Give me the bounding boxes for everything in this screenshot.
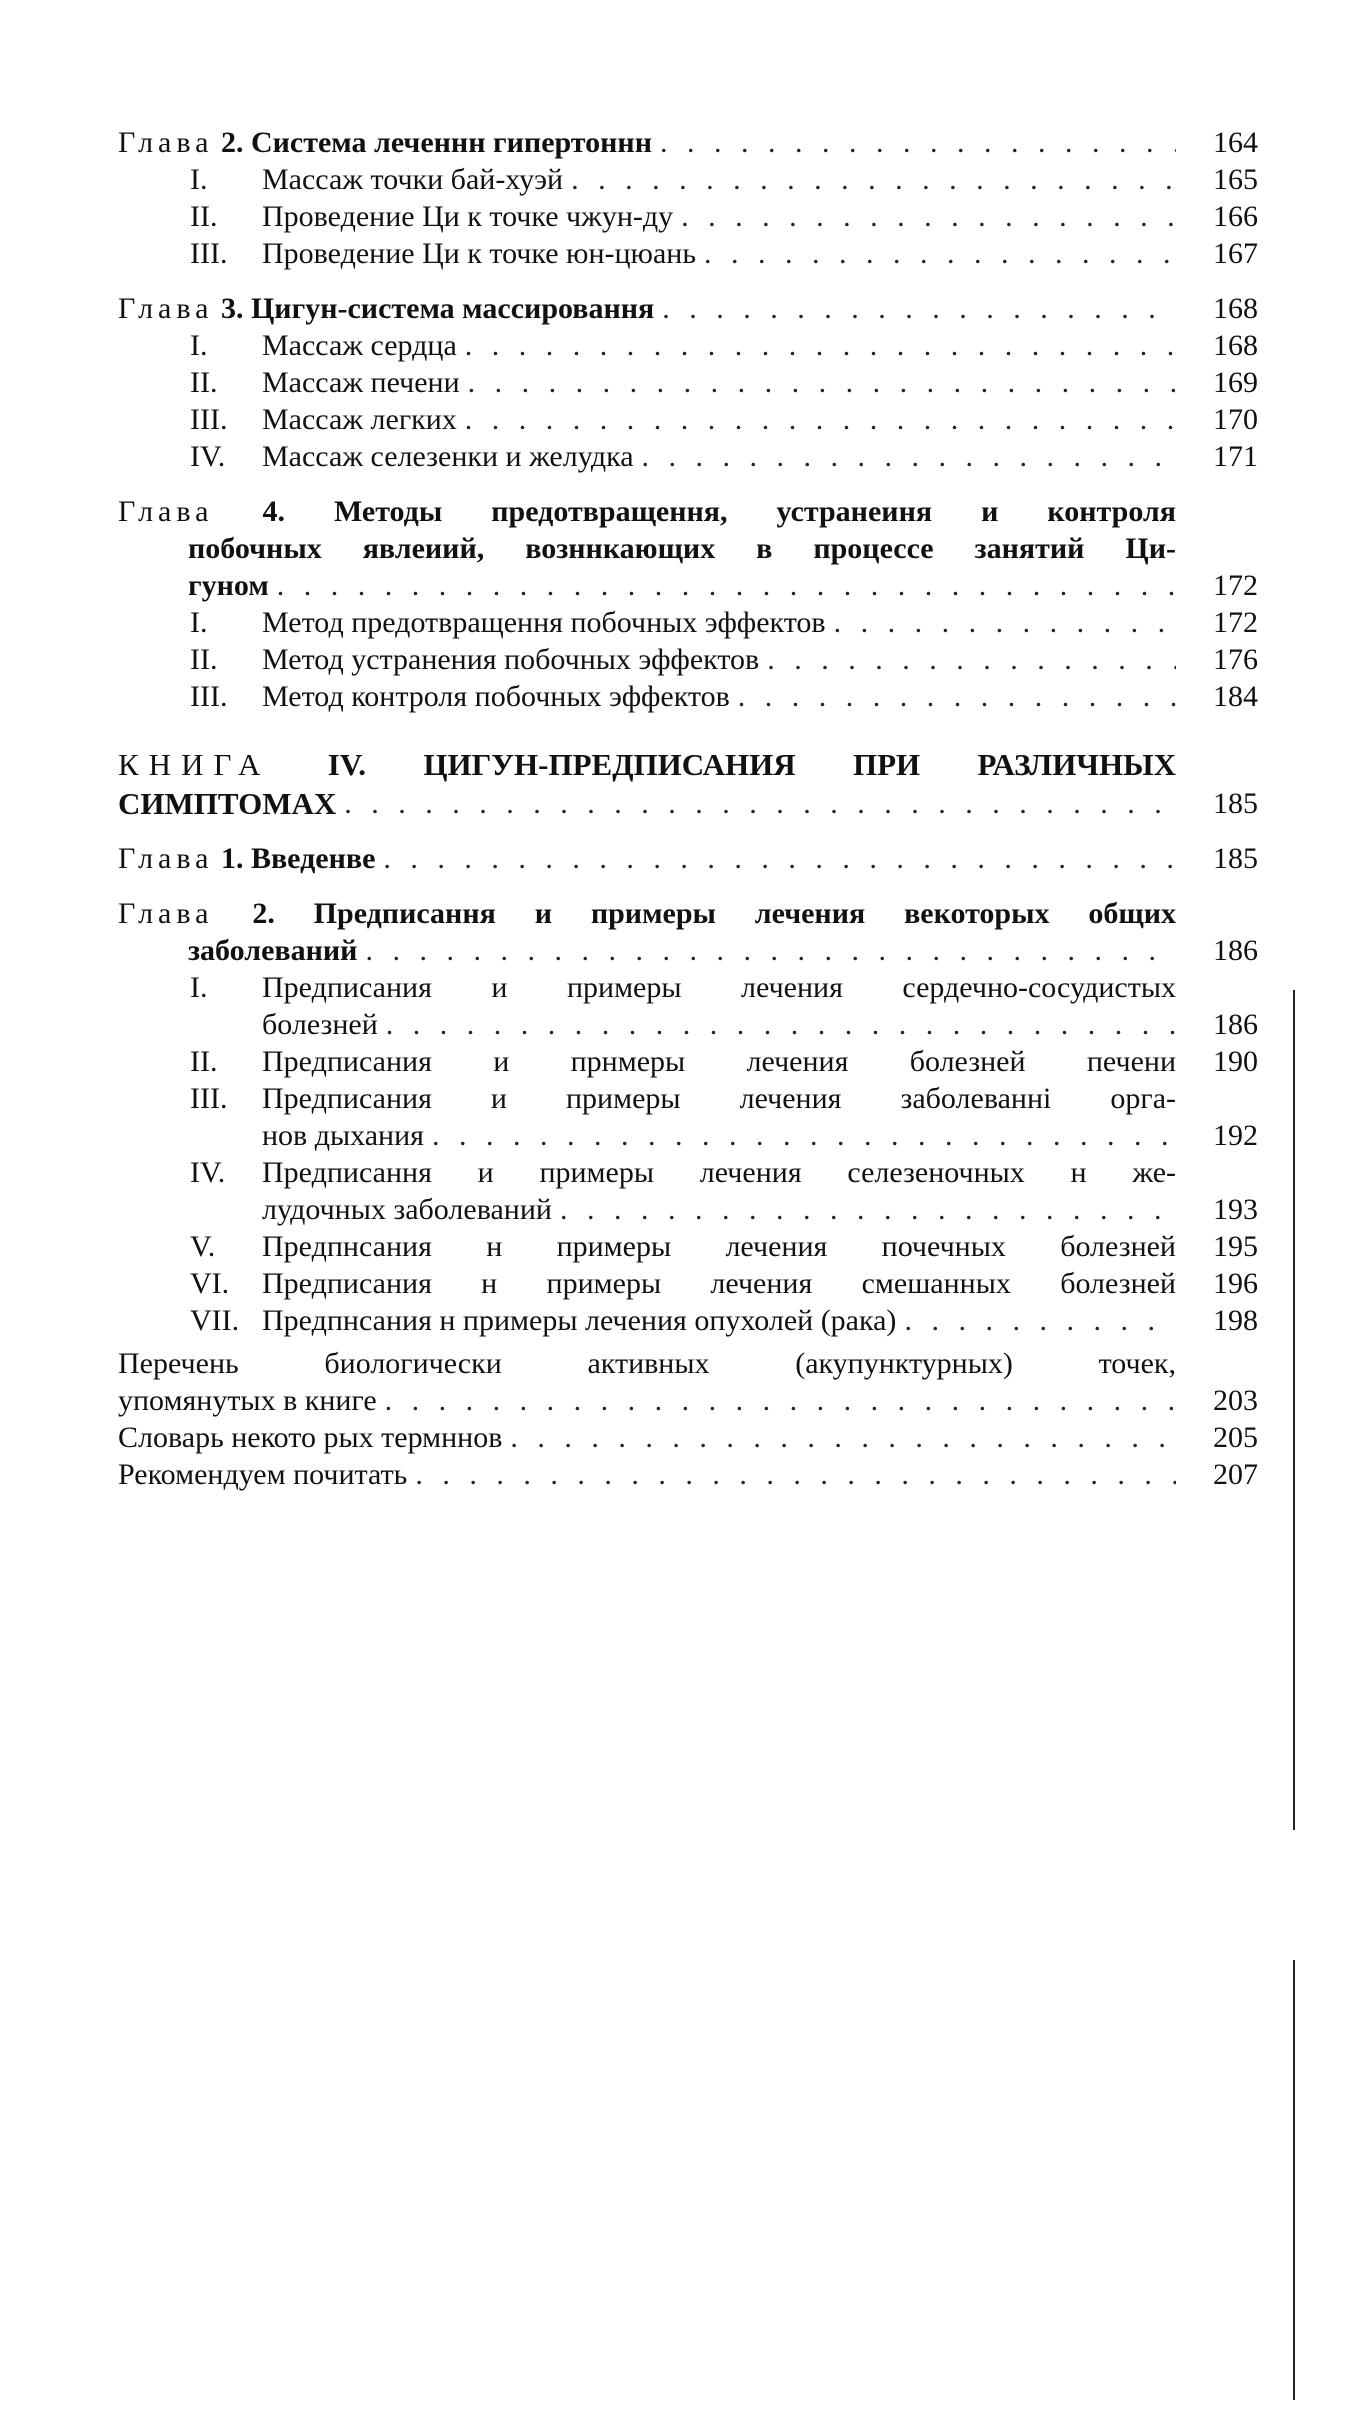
- page-number: 170: [1213, 403, 1258, 436]
- chapter-prefix: Глава: [118, 292, 214, 325]
- item-number: I.: [190, 606, 208, 639]
- appendix-title: Словарь некото рых термннов: [118, 1421, 503, 1454]
- page-number: 165: [1213, 163, 1258, 196]
- dot-leader: [277, 567, 1176, 604]
- toc-subentry: [118, 198, 1258, 235]
- page-number: 185: [1213, 842, 1258, 875]
- dot-leader: [386, 1006, 1176, 1043]
- item-title-line: Предписання и примеры лечения селезеночных н же-: [262, 1156, 1176, 1189]
- page-number: 168: [1213, 329, 1258, 362]
- toc-subentry: [118, 641, 1258, 678]
- page-number: 169: [1213, 366, 1258, 399]
- dot-leader: [465, 327, 1176, 364]
- item-number: III.: [190, 403, 228, 436]
- dot-leader: [660, 124, 1176, 161]
- book-prefix: КНИГА: [118, 747, 271, 782]
- chapter-title-line: побочных явлеиий, возннкающих в процессе занятий Ци-: [188, 532, 1176, 565]
- toc-entry: [118, 124, 1258, 161]
- appendix-title-line: упомянутых в книге: [118, 1384, 377, 1417]
- item-number: V.: [190, 1230, 216, 1263]
- page-number: 172: [1213, 569, 1258, 602]
- page-number: 198: [1213, 1304, 1258, 1337]
- dot-leader: [560, 1191, 1176, 1228]
- chapter-2: [118, 124, 1258, 272]
- book-4: [118, 745, 1258, 822]
- dot-leader: [681, 198, 1176, 235]
- toc-entry: [118, 567, 1258, 604]
- book-chapter-1: [118, 840, 1258, 877]
- toc-entry: [118, 932, 1258, 969]
- chapter-title: [118, 124, 652, 161]
- item-title-line: болезней: [262, 1008, 378, 1041]
- chapter-title-text: 2. Система леченнн гипертоннн: [220, 126, 652, 159]
- chapter-title-text: 1. Введенве: [220, 842, 376, 875]
- toc-subentry: [118, 1302, 1258, 1339]
- chapter-title-line: заболеваний: [188, 934, 358, 967]
- chapter-prefix: Глава: [118, 126, 214, 159]
- item-title: Проведение Ци к точке чжун-ду: [262, 200, 674, 233]
- page-number: 203: [1213, 1384, 1258, 1417]
- toc-subentry: [118, 1080, 1258, 1154]
- book-title: [118, 745, 1176, 785]
- page-number: 193: [1213, 1193, 1258, 1226]
- page-number: 192: [1213, 1119, 1258, 1152]
- page-number: 167: [1213, 237, 1258, 270]
- chapter-3: [118, 290, 1258, 475]
- item-number: II.: [190, 200, 218, 233]
- item-number: III.: [190, 680, 228, 713]
- item-title: Массаж печени: [262, 366, 460, 399]
- dot-leader: [415, 1456, 1176, 1493]
- book-title-line: IV. ЦИГУН-ПРЕДПИСАНИЯ ПРИ РАЗЛИЧНЫХ: [327, 747, 1176, 782]
- item-number: II.: [190, 643, 218, 676]
- toc-subentry: [118, 1154, 1258, 1228]
- dot-leader: [385, 1382, 1176, 1419]
- toc-subentry: [118, 1043, 1258, 1080]
- chapter-title-line: гуном: [188, 569, 269, 602]
- dot-leader: [365, 932, 1176, 969]
- chapter-prefix: Глава: [118, 495, 214, 528]
- dot-leader: [383, 840, 1176, 877]
- dot-leader: [642, 438, 1176, 475]
- item-title: Метод контроля побочных эффектов: [262, 680, 730, 713]
- toc-entry: [118, 1419, 1258, 1456]
- page-number: 168: [1213, 292, 1258, 325]
- page-number: 186: [1213, 1008, 1258, 1041]
- chapter-prefix: Глава: [118, 842, 214, 875]
- item-number: VII.: [190, 1304, 240, 1337]
- chapter-4: [118, 493, 1258, 715]
- toc-subentry: [118, 969, 1258, 1043]
- scan-edge-line: [1293, 990, 1295, 1830]
- item-title-line: Предпнсания н примеры лечения почечных болезней: [262, 1230, 1176, 1263]
- item-title: Массаж селезенки и желудка: [262, 440, 634, 473]
- dot-leader: [344, 785, 1176, 822]
- dot-leader: [738, 678, 1176, 715]
- dot-leader: [704, 235, 1176, 272]
- toc-subentry: [118, 364, 1258, 401]
- dot-leader: [468, 364, 1176, 401]
- toc-entry: [118, 1345, 1258, 1419]
- appendix-title: Рекомендуем почитать: [118, 1458, 408, 1491]
- item-title: Проведение Ци к точке юн-цюань: [262, 237, 697, 270]
- chapter-title: [118, 493, 1258, 604]
- table-of-contents: [118, 124, 1258, 1493]
- page-number: 186: [1213, 934, 1258, 967]
- toc-entry: [118, 290, 1258, 327]
- chapter-title: [118, 290, 654, 327]
- item-title: Массаж сердца: [262, 329, 457, 362]
- toc-subentry: [118, 1265, 1258, 1302]
- item-number: I.: [190, 971, 208, 1004]
- chapter-title: [118, 840, 375, 877]
- toc-subentry: [118, 604, 1258, 641]
- page-number: 195: [1213, 1230, 1258, 1263]
- page-number: 205: [1213, 1421, 1258, 1454]
- item-title-line: Предписания и примеры лечения сердечно-сосудистых: [262, 971, 1176, 1004]
- page-number: 172: [1213, 606, 1258, 639]
- item-number: I.: [190, 329, 208, 362]
- scan-edge-line: [1293, 1960, 1295, 2400]
- toc-subentry: [118, 1228, 1258, 1265]
- dot-leader: [510, 1419, 1176, 1456]
- toc-subentry: [118, 161, 1258, 198]
- appendix-title-line: Перечень биологически активных (акупунктурных) точек,: [118, 1347, 1176, 1380]
- dot-leader: [767, 641, 1176, 678]
- item-number: III.: [190, 237, 228, 270]
- item-title: Массаж легких: [262, 403, 457, 436]
- item-number: II.: [190, 366, 218, 399]
- toc-entry: [118, 840, 1258, 877]
- item-number: I.: [190, 163, 208, 196]
- page-number: 196: [1213, 1267, 1258, 1300]
- item-title-line: нов дыхания: [262, 1119, 424, 1152]
- toc-subentry: [118, 327, 1258, 364]
- item-title-line: Предписания и примеры лечения заболеванні орга-: [262, 1082, 1176, 1115]
- book-title-line: СИМПТОМАХ: [118, 786, 337, 821]
- chapter-title-line: 4. Методы предотвращення, устранеиня и контроля: [262, 495, 1176, 528]
- item-number: IV.: [190, 440, 226, 473]
- item-title-line: Предписания н примеры лечения смешанных болезней: [262, 1267, 1176, 1300]
- dot-leader: [904, 1302, 1176, 1339]
- dot-leader: [834, 604, 1176, 641]
- page-number: 166: [1213, 200, 1258, 233]
- toc-subentry: [118, 235, 1258, 272]
- item-title-line: лудочных заболеваний: [262, 1193, 552, 1226]
- dot-leader: [662, 290, 1176, 327]
- appendix: [118, 1345, 1258, 1493]
- chapter-title: [118, 895, 1258, 969]
- page-number: 176: [1213, 643, 1258, 676]
- item-title: Метод устранения побочных эффектов: [262, 643, 760, 676]
- dot-leader: [571, 161, 1176, 198]
- item-title: Метод предотвращення побочных эффектов: [262, 606, 826, 639]
- chapter-prefix: Глава: [118, 897, 214, 930]
- dot-leader: [465, 401, 1176, 438]
- page-number: 185: [1213, 787, 1258, 820]
- page-number: 184: [1213, 680, 1258, 713]
- item-number: II.: [190, 1045, 218, 1078]
- chapter-title-line: 2. Предписання и примеры лечения векоторых общих: [252, 897, 1177, 930]
- chapter-title-text: 3. Цигун-система массировання: [220, 292, 655, 325]
- toc-subentry: [118, 401, 1258, 438]
- book-chapter-2: [118, 895, 1258, 1339]
- page-number: 164: [1213, 126, 1258, 159]
- item-title-line: Предписания и прнмеры лечения болезней печени: [262, 1045, 1176, 1078]
- item-number: IV.: [190, 1156, 226, 1189]
- page-number: 171: [1213, 440, 1258, 473]
- dot-leader: [432, 1117, 1176, 1154]
- toc-entry: [118, 785, 1258, 822]
- page-number: 207: [1213, 1458, 1258, 1491]
- item-title: Массаж точки бай-хуэй: [262, 163, 564, 196]
- page-number: 190: [1213, 1045, 1258, 1078]
- item-title-line: Предпнсания н примеры лечения опухолей (рака): [262, 1304, 897, 1337]
- toc-subentry: [118, 438, 1258, 475]
- item-number: VI.: [190, 1267, 230, 1300]
- toc-subentry: [118, 678, 1258, 715]
- item-number: III.: [190, 1082, 228, 1115]
- toc-entry: [118, 1456, 1258, 1493]
